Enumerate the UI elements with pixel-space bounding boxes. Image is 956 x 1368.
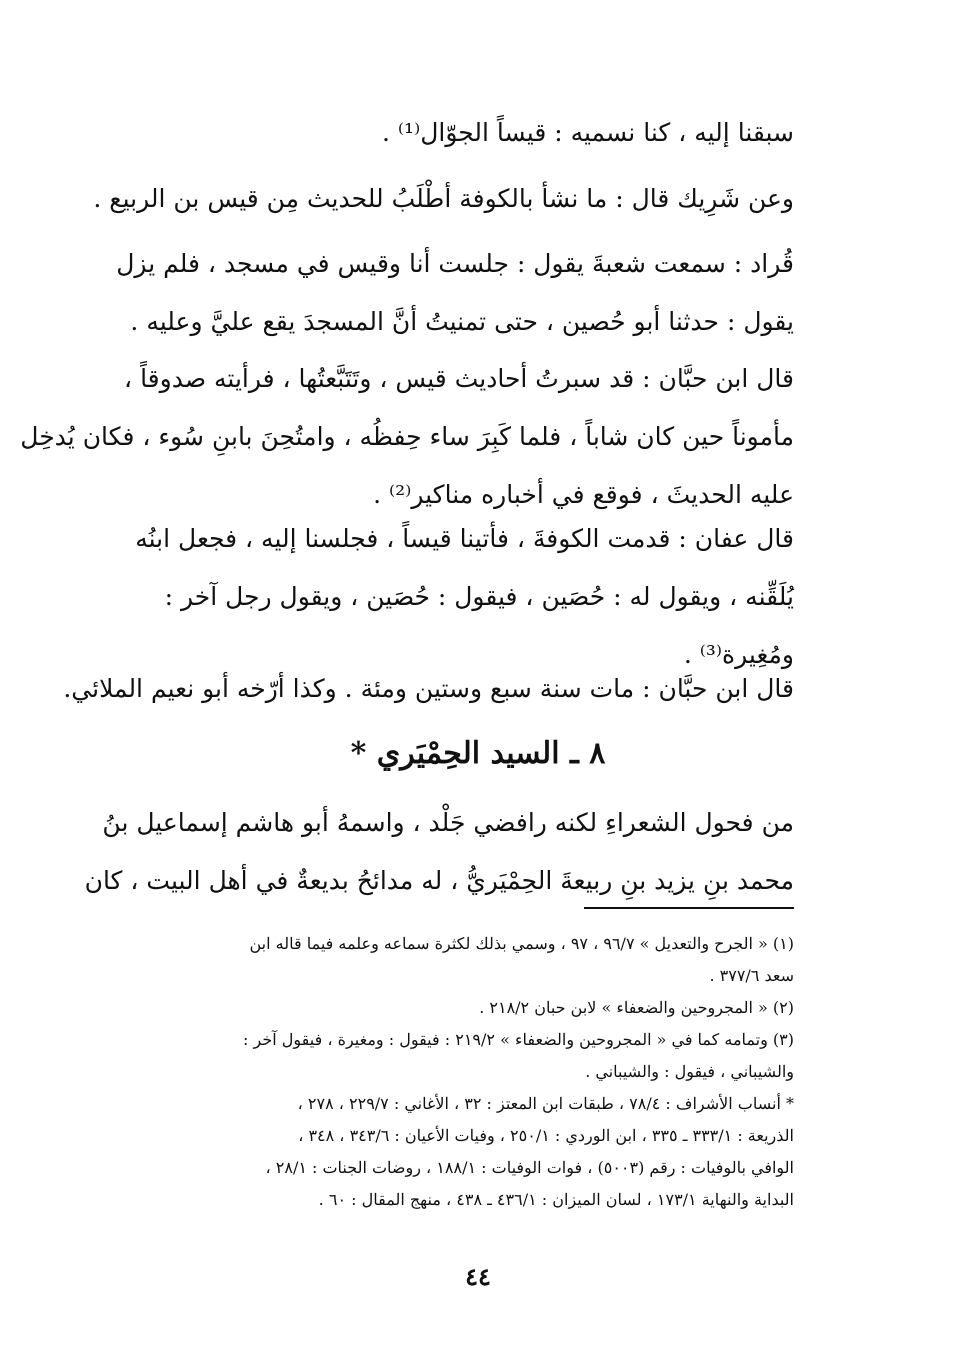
footnote-line: البداية والنهاية ١٧٣/١ ، لسان الميزان : ٤٣٦/١ ـ ٤٣٨ ، منهج المقال : ٦٠ . xyxy=(318,1190,794,1209)
section-heading: ٨ ـ السيد الحِمْيَري * xyxy=(350,736,606,771)
footnote-line: والشيباني ، فيقول : والشيباني . xyxy=(585,1062,794,1081)
footnote-separator xyxy=(584,907,794,909)
text-line: محمد بنِ يزيد بنِ ربيعةَ الحِمْيَريُّ ، له مدائحُ بديعةٌ في أهل البيت ، كان xyxy=(84,866,794,895)
text-line: قُراد : سمعت شعبةَ يقول : جلست أنا وقيس في مسجد ، فلم يزل xyxy=(116,249,794,278)
text-line: قال ابن حبَّان : مات سنة سبع وستين ومئة . وكذا أرّخه أبو نعيم الملائي. xyxy=(63,674,794,703)
paragraph-2 xyxy=(93,170,794,228)
text-line: يُلَقِّنه ، ويقول له : حُصَين ، فيقول : حُصَين ، ويقول رجل آخر : xyxy=(164,582,794,611)
paragraph-7 xyxy=(84,794,794,910)
text-line: وعن شَرِيك قال : ما نشأ بالكوفة أطْلَبُ للحديث مِن قيس بن الربيع . xyxy=(93,184,794,213)
paragraph-4 xyxy=(20,350,794,524)
footnote-line: (١) « الجرح والتعديل » ٩٦/٧ ، ٩٧ ، وسمي بذلك لكثرة سماعه وعلمه فيما قاله ابن xyxy=(249,934,794,953)
footnote-line: سعد ٣٧٧/٦ . xyxy=(709,966,794,985)
text-line: من فحول الشعراءِ لكنه رافضي جَلْد ، واسمهُ أبو هاشم إسماعيل بنُ xyxy=(102,808,794,837)
text-line: يقول : حدثنا أبو حُصين ، حتى تمنيتُ أنَّ المسجدَ يقع عليَّ وعليه . xyxy=(130,307,794,336)
paragraph-6 xyxy=(63,660,794,718)
footnote-line: الوافي بالوفيات : رقم (٥٠٠٣) ، فوات الوفيات : ١٨٨/١ ، روضات الجنات : ٢٨/١ ، xyxy=(265,1158,794,1177)
footnote-line: الذريعة : ٣٣٣/١ ـ ٣٣٥ ، ابن الوردي : ٢٥٠/١ ، وفيات الأعيان : ٣٤٣/٦ ، ٣٤٨ ، xyxy=(298,1126,794,1145)
text-line: سبقنا إليه ، كنا نسميه : قيساً الجوّال⁽¹⁾ . xyxy=(381,118,794,147)
footnotes xyxy=(162,928,794,1216)
footnote-line: * أنساب الأشراف : ٧٨/٤ ، طبقات ابن المعتز : ٣٢ ، الأغاني : ٢٢٩/٧ ، ٢٧٨ ، xyxy=(297,1094,794,1113)
paragraph-1 xyxy=(162,104,794,162)
footnote-line: (٣) وتمامه كما في « المجروحين والضعفاء » ٢١٩/٢ : فيقول : ومغيرة ، فيقول آخر : xyxy=(243,1030,794,1049)
text-line: مأموناً حين كان شاباً ، فلما كَبِرَ ساء حِفظُه ، وامتُحِنَ بابنِ سُوء ، فكان يُدخِل xyxy=(20,422,794,451)
text-line: قال عفان : قدمت الكوفةَ ، فأتينا قيساً ، فجلسنا إليه ، فجعل ابنُه xyxy=(135,524,794,553)
text-line: قال ابن حبَّان : قد سبرتُ أحاديث قيس ، وتَتَبَّعتُها ، فرأيته صدوقاً ، xyxy=(124,364,794,393)
footnote-line: (٢) « المجروحين والضعفاء » لابن حبان ٢١٨/٢ . xyxy=(479,998,794,1017)
text-line: عليه الحديثَ ، فوقع في أخباره مناكير⁽²⁾ . xyxy=(373,480,794,509)
paragraph-3 xyxy=(116,235,794,351)
page-number: ٤٤ xyxy=(465,1262,491,1291)
paragraph-5 xyxy=(135,510,794,684)
text-line: ومُغِيرة⁽³⁾ . xyxy=(683,640,794,669)
